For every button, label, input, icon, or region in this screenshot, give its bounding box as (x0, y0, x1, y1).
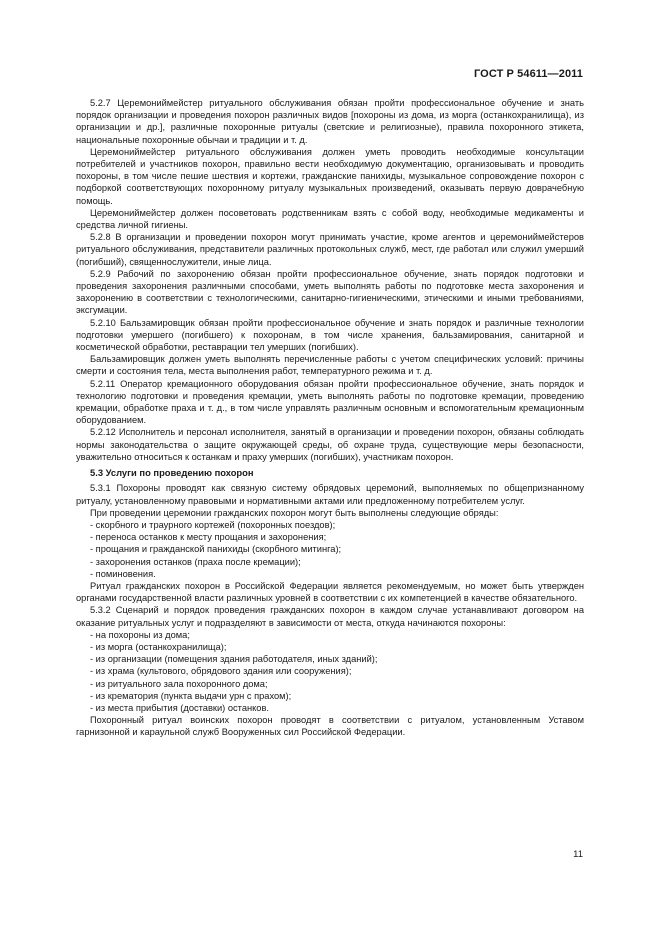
list-item: - поминовения. (90, 568, 156, 579)
document-body (76, 97, 584, 739)
list-item: - переноса останков к месту прощания и захоронения; (90, 532, 327, 543)
paragraph-group (76, 97, 584, 463)
paragraph: 5.2.8 В организации и проведении похорон могут принимать участие, кроме агентов и церемониймейстеров ритуального обслуживания, представители различных протокольных служб, мест, где работал или служил умерший (погибший), священнослужители, иные лица. (76, 232, 584, 267)
paragraph: Церемониймейстер должен посоветовать родственникам взять с собой воду, необходимые медикаменты и средства личной гигиены. (76, 207, 584, 231)
paragraph: Бальзамировщик должен уметь выполнять перечисленные работы с учетом специфических условий: причины смерти и состояния тела, места выполнения работ, температурного режима и т. д. (76, 354, 584, 377)
page-number: 11 (573, 849, 583, 860)
list-item: - на похороны из дома; (90, 629, 190, 640)
paragraph: При проведении церемонии гражданских похорон могут быть выполнены следующие обряды: (90, 507, 499, 518)
list-item: - захоронения останков (праха после кремации); (90, 556, 301, 567)
paragraph: 5.2.9 Рабочий по захоронению обязан пройти профессиональное обучение, знать порядок подготовки и проведения захоронения различными способами, уметь выполнять работы по подготовке места захоронения и захоронению в соответствии с технологическими, санитарно-гигиеническими, этическими и иными требованиями, эксгумации. (76, 268, 584, 316)
paragraph: Похоронный ритуал воинских похорон проводят в соответствии с ритуалом, установленным Уставом гарнизонной и караульной служб Вооруженных сил Российской Федерации. (76, 715, 584, 738)
paragraph: 5.2.12 Исполнитель и персонал исполнителя, занятый в организации и проведении похорон, обязаны соблюдать нормы законодательства о защите окружающей среды, об охране труда, существующие меры безопасности, уважительно относиться к останкам и праху умерших (погибших), участникам похорон. (76, 427, 584, 462)
paragraph-group (76, 482, 584, 519)
rites-list (76, 519, 584, 580)
paragraph: 5.3.1 Похороны проводят как связную систему обрядовых церемоний, выполняемых по общепризнанному ритуалу, установленному правовыми и нормативными актами или предложенному потребителем услуг. (76, 483, 584, 506)
paragraph: Церемониймейстер ритуального обслуживания должен уметь проводить необходимые консультации потребителей и участников похорон, правильно вести необходимую документацию, организовывать и проводить похороны, в том числе пешие шествия и кортежи, гражданские панихиды, музыкальное сопровождение похорон с подборкой соответствующих похоронному ритуалу музыкальных произведений, оказывать первую доврачебную помощь. (76, 146, 584, 206)
paragraph: 5.2.7 Церемониймейстер ритуального обслуживания обязан пройти профессиональное обучение и знать порядок организации и проведения похорон различных видов [похороны из дома, из морга (останкохранилища), из организации и др.], различные похоронные ритуалы (светские и религиозные), правила похоронного этикета, национальные похоронные обычаи и традиции и т. д. (76, 98, 584, 145)
list-item: - из организации (помещения здания работодателя, иных зданий); (90, 654, 378, 665)
section-heading: 5.3 Услуги по проведению похорон (90, 467, 254, 479)
list-item: - из храма (культового, обрядового здания или сооружения); (90, 666, 352, 677)
paragraph: 5.2.11 Оператор кремационного оборудования обязан пройти профессиональное обучение, знать порядок и технологию подготовки и проведения кремации, уметь выполнять работы по подготовке кремации, проведению кремации, обработке праха и т. д., в том числе управлять различным основным и вспомогательным кремационным оборудованием. (76, 378, 584, 426)
list-item: - скорбного и траурного кортежей (похоронных поездов); (90, 519, 336, 530)
standard-code-header: ГОСТ Р 54611—2011 (473, 68, 583, 80)
list-item: - из ритуального зала похоронного дома; (90, 678, 268, 689)
paragraph: 5.3.2 Сценарий и порядок проведения гражданских похорон в каждом случае устанавливают договором на оказание ритуальных услуг и подразделяют в зависимости от места, откуда начинаются похороны: (76, 605, 584, 628)
paragraph-group (76, 714, 584, 738)
paragraph: Ритуал гражданских похорон в Российской Федерации является рекомендуемым, но может быть утвержден органами государственной власти различных уровней в соответствии с их компетенцией в качестве обязательного. (76, 580, 584, 604)
list-item: - из крематория (пункта выдачи урн с прахом); (90, 690, 292, 701)
paragraph: 5.2.10 Бальзамировщик обязан пройти профессиональное обучение и знать порядок и различные технологии подготовки умершего (погибшего) к похоронам, в том числе хранения, бальзамирования, санитарной и косметической обработки, реставрации тел умерших (погибших). (76, 317, 584, 353)
list-item: - прощания и гражданской панихиды (скорбного митинга); (90, 544, 342, 555)
origins-list (76, 629, 584, 714)
list-item: - из места прибытия (доставки) останков. (90, 702, 269, 713)
list-item: - из морга (останкохранилища); (90, 641, 227, 652)
paragraph-group (76, 580, 584, 629)
